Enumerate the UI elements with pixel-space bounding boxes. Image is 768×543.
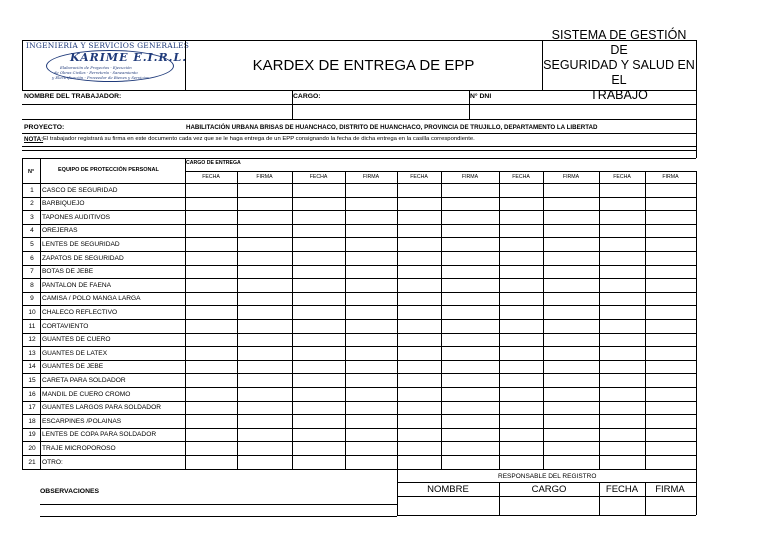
- worker-name-label: NOMBRE DEL TRABAJADOR:: [24, 93, 122, 100]
- company-logo: [22, 38, 190, 88]
- item-number: 9: [30, 295, 34, 303]
- grid-hline: [22, 441, 696, 442]
- item-number: 10: [28, 308, 36, 316]
- grid-hline: [22, 469, 696, 470]
- grid-vline: [599, 482, 600, 515]
- grid-hline: [22, 414, 696, 415]
- item-name: BOTAS DE JEBE: [42, 268, 94, 276]
- grid-vline: [645, 482, 646, 515]
- item-number: 14: [28, 363, 36, 371]
- date-subheader: FECHA: [309, 174, 328, 180]
- delivery-header: CARGO DE ENTREGA: [186, 160, 241, 166]
- item-name: CARETA PARA SOLDADOR: [42, 376, 126, 384]
- grid-vline: [22, 158, 23, 469]
- item-name: GUANTES DE LATEX: [42, 349, 108, 357]
- grid-hline: [22, 183, 696, 184]
- grid-hline: [397, 482, 696, 483]
- grid-vline: [185, 158, 186, 469]
- item-number: 4: [30, 227, 34, 235]
- grid-hline: [22, 150, 696, 151]
- grid-hline: [397, 496, 696, 497]
- sign-subheader: FIRMA: [562, 174, 580, 180]
- grid-hline: [22, 455, 696, 456]
- project-value: HABILITACIÓN URBANA BRISAS DE HUANCHACO, DISTRITO DE HUANCHACO, PROVINCIA DE TRUJILLO, DEPARTAMENTO LA LIBERTAD: [186, 124, 598, 131]
- grid-vline: [469, 90, 470, 119]
- date-subheader: FECHA: [613, 174, 631, 180]
- item-name: MANDIL DE CUERO CROMO: [42, 390, 131, 398]
- date-subheader: FECHA: [202, 174, 220, 180]
- grid-vline: [185, 40, 186, 90]
- observations-label: OBSERVACIONES: [40, 488, 100, 495]
- grid-vline: [696, 119, 697, 158]
- grid-hline: [22, 146, 696, 147]
- item-number: 21: [28, 458, 36, 466]
- grid-hline: [22, 292, 696, 293]
- item-name: ZAPATOS DE SEGURIDAD: [42, 254, 124, 262]
- footer-cargo-col: CARGO: [531, 484, 567, 495]
- item-number: 5: [30, 240, 34, 248]
- footer-date-col: FECHA: [605, 484, 639, 495]
- footer-name-col: NOMBRE: [427, 484, 469, 495]
- project-label: PROYECTO:: [24, 124, 65, 131]
- grid-hline: [397, 515, 696, 516]
- grid-vline: [397, 469, 398, 515]
- sign-subheader: FIRMA: [662, 174, 679, 180]
- grid-hline: [22, 224, 696, 225]
- grid-hline: [22, 210, 696, 211]
- worker-dni-label: N° DNI: [470, 93, 492, 100]
- grid-hline: [22, 387, 696, 388]
- grid-hline: [22, 90, 696, 91]
- item-number: 19: [28, 431, 36, 439]
- item-number: 12: [28, 336, 36, 344]
- grid-hline: [22, 401, 696, 402]
- item-name: OREJERAS: [42, 227, 78, 235]
- grid-vline: [696, 469, 697, 515]
- item-name: LENTES DE COPA PARA SOLDADOR: [42, 431, 157, 439]
- grid-vline: [696, 40, 697, 119]
- item-number: 8: [30, 281, 34, 289]
- item-name: GUANTES DE CUERO: [42, 336, 111, 344]
- logo-company-name: KARIME E.I.R.L.: [70, 51, 188, 64]
- grid-hline: [22, 133, 696, 134]
- sign-subheader: FIRMA: [461, 174, 479, 180]
- grid-vline: [22, 40, 23, 90]
- note-text: El trabajador registrará su firma en este documento cada vez que se le haga entrega de un EPP consignando la fecha de dicha entrega en la casilla correspondiente.: [43, 136, 475, 142]
- item-number: 2: [30, 200, 34, 208]
- sign-subheader: FIRMA: [256, 174, 273, 180]
- grid-vline: [696, 171, 697, 469]
- item-name: CASCO DE SEGURIDAD: [42, 186, 118, 194]
- grid-hline: [22, 119, 696, 120]
- grid-hline: [22, 333, 696, 334]
- item-name: TRAJE MICROPOROSO: [42, 444, 116, 452]
- date-subheader: FECHA: [512, 174, 530, 180]
- item-name: CAMISA / POLO MANGA LARGA: [42, 295, 141, 303]
- grid-vline: [542, 40, 543, 90]
- grid-hline: [22, 305, 696, 306]
- sign-subheader: FIRMA: [362, 174, 380, 180]
- item-name: TAPONES AUDITIVOS: [42, 213, 111, 221]
- grid-hline: [22, 237, 696, 238]
- item-number: 16: [28, 390, 36, 398]
- item-name: CHALECO REFLECTIVO: [42, 308, 118, 316]
- logo-tagline-2: de Obras Civiles - Ferretería - Saneamiento: [54, 70, 138, 75]
- responsible-label: RESPONSABLE DEL REGISTRO: [498, 473, 597, 480]
- num-header: N°: [28, 169, 35, 175]
- item-name: ESCARPINES /POLAINAS: [42, 417, 122, 425]
- grid-vline: [499, 482, 500, 515]
- item-number: 7: [30, 268, 34, 276]
- grid-hline: [40, 504, 397, 505]
- equipment-header: EQUIPO DE PROTECCIÓN PERSONAL: [58, 167, 159, 173]
- grid-hline: [22, 251, 696, 252]
- item-number: 13: [28, 349, 36, 357]
- item-name: GUANTES DE JEBE: [42, 363, 104, 371]
- system-title: SISTEMA DE GESTIÓN DE SEGURIDAD Y SALUD EN EL TRABAJO: [543, 28, 695, 102]
- grid-vline: [292, 90, 293, 119]
- item-name: PANTALON DE FAENA: [42, 281, 112, 289]
- grid-hline: [22, 158, 696, 159]
- grid-hline: [40, 516, 397, 517]
- item-name: GUANTES LARGOS PARA SOLDADOR: [42, 404, 161, 412]
- document-title: KARDEX DE ENTREGA DE EPP: [252, 57, 475, 74]
- grid-hline: [22, 197, 696, 198]
- item-name: OTRO:: [42, 458, 63, 466]
- item-name: LENTES DE SEGURIDAD: [42, 240, 120, 248]
- logo-tagline-3: y Electrificación - Proveedor de Bienes y Servicios: [52, 75, 149, 80]
- grid-hline: [22, 428, 696, 429]
- grid-hline: [22, 373, 696, 374]
- item-number: 15: [28, 376, 36, 384]
- footer-sign-col: FIRMA: [655, 484, 685, 495]
- date-subheader: FECHA: [410, 174, 428, 180]
- item-number: 20: [28, 444, 36, 452]
- item-name: BARBIQUEJO: [42, 200, 85, 208]
- item-number: 17: [28, 404, 36, 412]
- grid-hline: [22, 319, 696, 320]
- item-number: 6: [30, 254, 34, 262]
- item-number: 1: [30, 186, 34, 194]
- note-label: NOTA:: [24, 136, 44, 143]
- item-number: 18: [28, 417, 36, 425]
- grid-hline: [22, 346, 696, 347]
- grid-vline: [40, 158, 41, 469]
- item-number: 11: [28, 322, 36, 330]
- grid-hline: [22, 40, 696, 41]
- logo-tagline-1: Elaboración de Proyectos - Ejecución: [60, 65, 132, 70]
- worker-cargo-label: CARGO:: [293, 93, 321, 100]
- item-number: 3: [30, 213, 34, 221]
- grid-hline: [22, 104, 696, 105]
- grid-hline: [22, 360, 696, 361]
- grid-hline: [22, 278, 696, 279]
- item-name: CORTAVIENTO: [42, 322, 89, 330]
- logo-company-line: INGENIERIA Y SERVICIOS GENERALES: [26, 41, 190, 50]
- grid-hline: [22, 265, 696, 266]
